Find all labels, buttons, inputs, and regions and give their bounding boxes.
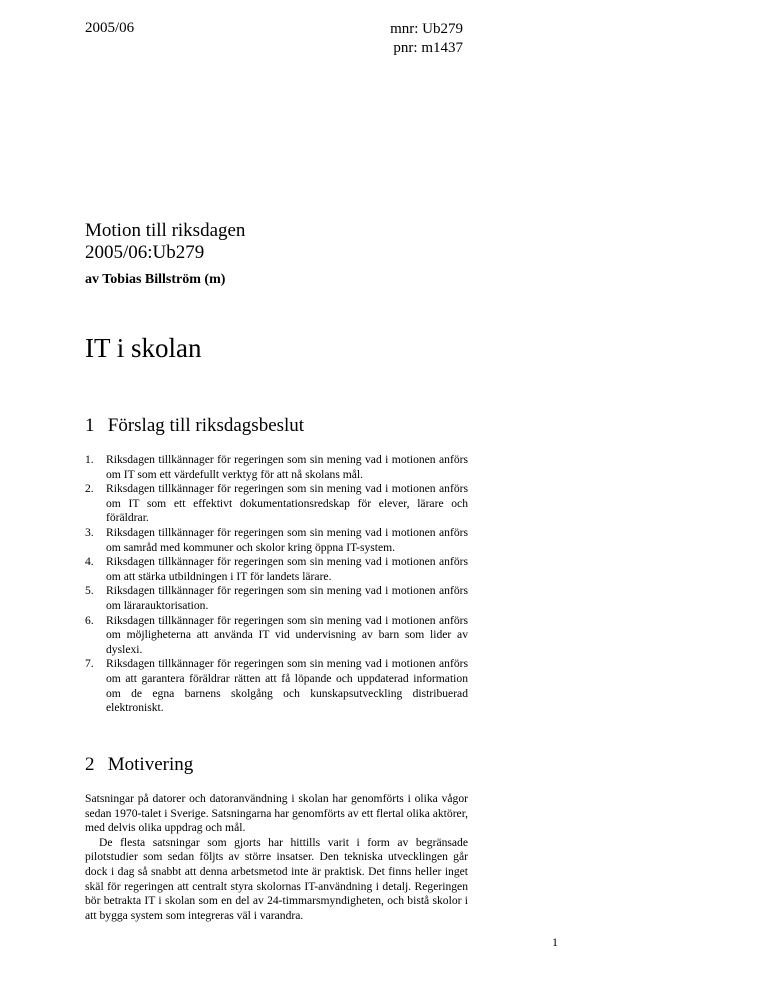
list-item <box>85 526 468 555</box>
section-heading-proposals <box>85 414 304 438</box>
paragraph: De flesta satsningar som gjorts har hittills varit i form av begränsade pilotstudier som sedan följts av större insatser. Den tekniska utvecklingen går dock i dag så snabbt att denna arbetsmetod inte är praktisk. Det finns heller inget skäl för regeringen att centralt styra skolornas IT-användning i detalj. Regeringen bör betrakta IT i skolan som en del av 24-timmarsmyndigheten, och bistå skolor i att bygga system som integreras väl i varandra. <box>85 835 468 922</box>
paragraph: Satsningar på datorer och datoranvändning i skolan har genomförts i olika vågor sedan 1970-talet i Sverige. Satsningarna har genomförts av ett flertal olika aktörer, med delvis olika uppdrag och mål. <box>85 792 468 835</box>
section-heading-motivering <box>85 753 193 777</box>
section-number: 1 <box>85 415 95 436</box>
list-item-number: 1. <box>85 453 94 466</box>
motivering-body <box>85 792 468 923</box>
motion-heading <box>85 220 245 264</box>
list-item-number: 7. <box>85 657 94 671</box>
list-item <box>85 555 468 584</box>
list-item-number: 3. <box>85 525 94 539</box>
document-title: IT i skolan <box>85 333 202 363</box>
header-mnr: mnr: Ub279 <box>390 21 463 37</box>
section-number: 2 <box>85 754 95 775</box>
section-title: Motivering <box>107 754 194 775</box>
list-item-text: Riksdagen tillkännager för regeringen som sin mening vad i motionen anförs om möjligheterna att använda IT vid undervisning av barn som lider av dyslexi. <box>106 613 468 656</box>
list-item-number: 6. <box>85 613 94 627</box>
list-item-number: 2. <box>85 482 94 496</box>
list-item <box>85 482 468 526</box>
list-item-text: Riksdagen tillkännager för regeringen som sin mening vad i motionen anförs om att stärka utbildningen i IT för landets lärare. <box>106 555 468 583</box>
section-title: Förslag till riksdagsbeslut <box>107 415 305 436</box>
proposal-list <box>85 453 468 716</box>
list-item-text: Riksdagen tillkännager för regeringen som sin mening vad i motionen anförs om IT som ett effektivt dokumentationsredskap för elever, lärare och föräldrar. <box>106 482 468 525</box>
page-number: 1 <box>552 935 558 949</box>
list-item-number: 5. <box>85 584 94 598</box>
list-item-text: Riksdagen tillkännager för regeringen som sin mening vad i motionen anförs om samråd med kommuner och skolor kring öppna IT-system. <box>106 525 468 554</box>
list-item-text: Riksdagen tillkännager för regeringen som sin mening vad i motionen anförs om IT som ett värdefullt verktyg för att nå skolans mål. <box>106 453 468 481</box>
list-item-text: Riksdagen tillkännager för regeringen som sin mening vad i motionen anförs om att garantera föräldrar rätten att få löpande och uppdaterad information om de egna barnens skolgång och kunskapsutveckling distribuerad elektroniskt. <box>106 657 468 715</box>
list-item-text: Riksdagen tillkännager för regeringen som sin mening vad i motionen anförs om lärarauktorisation. <box>106 584 468 612</box>
list-item <box>85 614 468 658</box>
list-item <box>85 453 468 482</box>
motion-title-line2: 2005/06:Ub279 <box>85 242 205 263</box>
list-item-number: 4. <box>85 555 94 569</box>
motion-title-line1: Motion till riksdagen <box>85 220 246 241</box>
list-item <box>85 657 468 715</box>
motion-author: av Tobias Billström (m) <box>85 272 226 287</box>
header-pnr: pnr: m1437 <box>393 40 463 56</box>
header-ids <box>330 20 463 58</box>
header-year: 2005/06 <box>85 20 135 36</box>
list-item <box>85 584 468 613</box>
